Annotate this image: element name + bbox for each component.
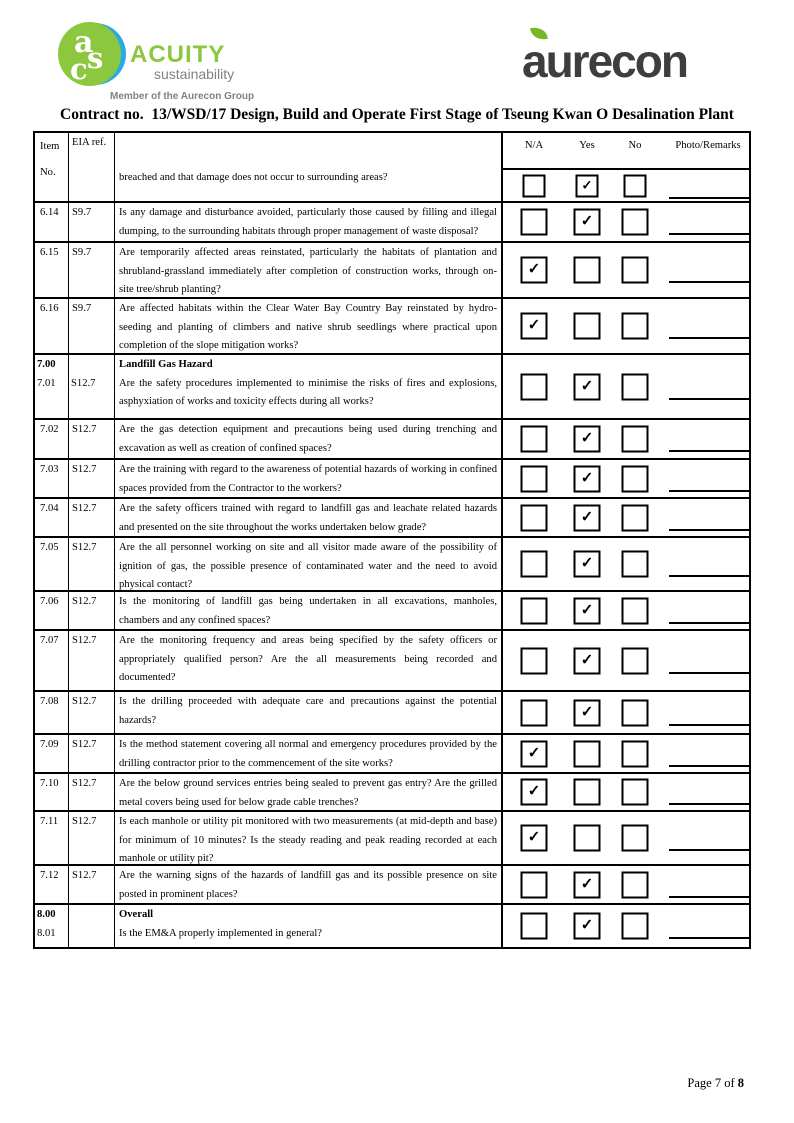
question-text: Are the training with regard to the awareness of potential hazards of working in confined spaces provided from the Contractor to the workers? — [119, 464, 497, 494]
checkbox-no[interactable] — [622, 504, 649, 531]
answer-boxes — [503, 538, 749, 590]
question-text: Is the EM&A properly implemented in general? — [119, 927, 322, 939]
answer-boxes — [503, 631, 749, 690]
eia-ref-cell — [69, 735, 115, 772]
yes-column-label: Yes — [579, 140, 595, 151]
checkbox-yes[interactable]: ✓ — [574, 373, 601, 400]
checkbox-no[interactable] — [622, 426, 649, 453]
eia-ref-cell — [69, 355, 115, 418]
remarks-line — [669, 765, 749, 767]
acuity-circle-mark — [58, 22, 128, 88]
question-cell — [115, 299, 503, 353]
answer-column-labels — [503, 133, 749, 170]
checkbox-na[interactable] — [521, 373, 548, 400]
answer-cell — [503, 692, 749, 733]
eia-ref: S9.7 — [72, 247, 92, 258]
checkbox-na[interactable]: ✓ — [521, 825, 548, 852]
item-header-line2: No. — [40, 167, 56, 178]
item-number: 7.06 — [40, 596, 59, 607]
checkbox-yes[interactable] — [574, 779, 601, 806]
answer-boxes — [503, 735, 749, 772]
eia-ref-cell — [69, 905, 115, 947]
item-no-cell — [35, 774, 69, 810]
checkbox-na[interactable] — [521, 426, 548, 453]
item-no-cell — [35, 812, 69, 864]
continuation-question-text: breached and that damage does not occur to surrounding areas? — [119, 172, 388, 183]
item-number: 7.02 — [40, 424, 59, 435]
remarks-line — [669, 197, 749, 199]
checkbox-no[interactable] — [622, 740, 649, 767]
eia-ref-cell — [69, 866, 115, 903]
table-row — [35, 201, 749, 241]
table-row — [35, 353, 749, 418]
answer-cell — [503, 905, 749, 947]
na-column-label: N/A — [524, 140, 544, 151]
item-no-cell — [35, 631, 69, 690]
checkbox-no[interactable] — [622, 313, 649, 340]
answer-boxes — [503, 812, 749, 864]
aurecon-wordmark: aurecon — [522, 35, 687, 87]
question-text: Are the all personnel working on site and all visitor made aware of the possibility of ignition of gas, the possible presence of contaminated water and the need to avoid physical contact? — [119, 542, 497, 590]
question-cell — [115, 812, 503, 864]
checkbox-no[interactable] — [622, 779, 649, 806]
item-no-cell — [35, 499, 69, 536]
acuity-member-line: Member of the Aurecon Group — [110, 91, 255, 102]
page-number-prefix: Page 7 of — [687, 1076, 738, 1090]
question-cell — [115, 538, 503, 590]
checkbox-yes[interactable] — [574, 825, 601, 852]
answer-boxes — [503, 420, 749, 458]
table-row — [35, 241, 749, 297]
remarks-line — [669, 575, 749, 577]
question-text: Are the gas detection equipment and precautions being used during trenching and excavation as well as creation of confined spaces? — [119, 424, 497, 454]
answer-cell — [503, 203, 749, 241]
eia-ref-cell — [69, 243, 115, 297]
answer-boxes — [503, 460, 749, 497]
eia-ref-cell — [69, 692, 115, 733]
continuation-question-cell — [115, 133, 503, 201]
acuity-logo — [58, 17, 288, 107]
checkbox-yes[interactable] — [574, 313, 601, 340]
question-text: Are the safety procedures implemented to minimise the risks of fires and explosions, asphyxiation of works and toxicity effects during all works? — [119, 377, 497, 407]
eia-ref: S9.7 — [72, 207, 92, 218]
checkbox-na[interactable]: ✓ — [521, 779, 548, 806]
table-row — [35, 590, 749, 629]
item-no-cell — [35, 420, 69, 458]
remarks-line — [669, 281, 749, 283]
answer-cell — [503, 866, 749, 903]
item-header-line1: Item — [40, 141, 60, 152]
eia-ref: S12.7 — [72, 503, 97, 514]
item-no-header-cell — [35, 133, 69, 201]
checkbox-yes[interactable] — [574, 257, 601, 284]
eia-ref — [71, 356, 113, 375]
checkbox-na[interactable]: ✓ — [521, 313, 548, 340]
checkbox-yes[interactable] — [574, 740, 601, 767]
question-text: Are the below ground services entries being sealed to prevent gas entry? Are the grilled metal covers being used for below grade cable trenches? — [119, 778, 497, 808]
item-number: 7.09 — [40, 739, 59, 750]
question-cell — [115, 905, 503, 947]
checkbox-na[interactable] — [521, 504, 548, 531]
checkbox-yes[interactable]: ✓ — [576, 174, 599, 197]
checkbox-na[interactable] — [521, 913, 548, 940]
answer-boxes — [503, 774, 749, 810]
eia-ref: S12.7 — [72, 739, 97, 750]
question-text: Are temporarily affected areas reinstated, particularly the habitats of plantation and shrubland-grassland immediately after completion of construction works, through on-site tree/shrub planting? — [119, 247, 497, 295]
question-cell — [115, 774, 503, 810]
item-number: 7.00 — [37, 359, 56, 370]
document-title: Contract no. 13/WSD/17 Design, Build and Operate First Stage of Tseung Kwan O Desalination Plant — [60, 106, 734, 123]
question-text: Are the safety officers trained with regard to landfill gas and leachate related hazards and presented on the site throughout the works undertaken below grade? — [119, 503, 497, 533]
eia-ref-cell — [69, 203, 115, 241]
item-number: 6.15 — [40, 247, 59, 258]
checkbox-yes[interactable]: ✓ — [574, 426, 601, 453]
question-text: Is the method statement covering all normal and emergency procedures provided by the drilling contractor prior to the commencement of the site works? — [119, 739, 497, 769]
question-text: Are the warning signs of the hazards of landfill gas and its possible presence on site posted in prominent places? — [119, 870, 497, 900]
acuity-monogram-s: s — [87, 41, 104, 75]
acuity-monogram-c: c — [70, 52, 88, 86]
question-cell — [115, 735, 503, 772]
remarks-line — [669, 233, 749, 235]
answer-boxes — [503, 905, 749, 947]
remarks-line — [669, 803, 749, 805]
acuity-wordmark: ACUITY — [130, 41, 226, 68]
item-no-cell — [35, 905, 69, 947]
checkbox-yes[interactable]: ✓ — [574, 699, 601, 726]
remarks-line — [669, 672, 749, 674]
checkbox-no[interactable] — [622, 373, 649, 400]
eia-ref: S12.7 — [72, 816, 97, 827]
checkbox-na[interactable] — [521, 597, 548, 624]
checkbox-na[interactable] — [521, 209, 548, 236]
table-row — [35, 497, 749, 536]
answer-boxes — [503, 243, 749, 297]
eia-ref-cell — [69, 592, 115, 629]
eia-ref: S12.7 — [72, 870, 97, 881]
item-no-cell — [35, 299, 69, 353]
remarks-line — [669, 896, 749, 898]
question-text: Is each manhole or utility pit monitored with two measurements (at mid-depth and base) for minimum of 10 minutes? Is the steady reading and peak reading recorded at each manhole or utility pit? — [119, 816, 497, 864]
item-number-2: 8.01 — [37, 927, 56, 939]
checkbox-no[interactable] — [624, 174, 647, 197]
table-row — [35, 733, 749, 772]
eia-ref-2: S12.7 — [71, 377, 96, 389]
item-no-cell — [35, 538, 69, 590]
checkbox-na[interactable]: ✓ — [521, 257, 548, 284]
answer-boxes — [503, 692, 749, 733]
eia-ref: S12.7 — [72, 778, 97, 789]
answer-cell — [503, 735, 749, 772]
question-text: Is any damage and disturbance avoided, particularly those caused by filling and illegal dumping, to the surrounding habitats through proper management of waste disposal? — [119, 207, 497, 237]
answer-cell — [503, 460, 749, 497]
table-row — [35, 629, 749, 690]
table-row — [35, 458, 749, 497]
item-no-cell — [35, 735, 69, 772]
answer-boxes — [503, 866, 749, 903]
answer-boxes — [503, 203, 749, 241]
table-row — [35, 418, 749, 458]
checkbox-yes[interactable]: ✓ — [574, 209, 601, 236]
eia-ref-header-cell — [69, 133, 115, 201]
question-cell — [115, 592, 503, 629]
item-number: 7.04 — [40, 503, 59, 514]
question-cell — [115, 203, 503, 241]
eia-ref: S12.7 — [72, 464, 97, 475]
answer-boxes — [503, 499, 749, 536]
question-cell — [115, 460, 503, 497]
eia-ref-cell — [69, 460, 115, 497]
checkbox-na[interactable] — [521, 551, 548, 578]
eia-ref-cell — [69, 538, 115, 590]
continuation-answer-boxes — [503, 170, 749, 201]
item-number: 6.14 — [40, 207, 59, 218]
remarks-line — [669, 622, 749, 624]
item-number-2: 7.01 — [37, 377, 56, 389]
answer-boxes — [503, 592, 749, 629]
question-cell — [115, 243, 503, 297]
answer-cell — [503, 499, 749, 536]
acuity-monogram-a: a — [74, 25, 94, 60]
acuity-subtitle: sustainability — [154, 66, 235, 82]
photo-remarks-column-label: Photo/Remarks — [675, 140, 741, 151]
remarks-line — [669, 490, 749, 492]
item-number: 8.00 — [37, 909, 56, 920]
table-row — [35, 690, 749, 733]
item-no-cell — [35, 355, 69, 418]
item-number: 7.11 — [40, 816, 59, 827]
question-cell — [115, 692, 503, 733]
question-text: Are affected habitats within the Clear Water Bay Country Bay reinstated by hydro-seeding and planting of climbers and native shrub seedlings where practical upon completion of the slope mitigation works? — [119, 303, 497, 351]
remarks-line — [669, 849, 749, 851]
item-number: 7.03 — [40, 464, 59, 475]
no-column-label: No — [628, 140, 642, 151]
checkbox-no[interactable] — [622, 257, 649, 284]
question-text: Is the monitoring of landfill gas being undertaken in all excavations, manholes, chambers and any confined spaces? — [119, 596, 497, 626]
table-header-and-continuation-row — [35, 133, 749, 201]
answer-boxes — [503, 299, 749, 353]
remarks-line — [669, 937, 749, 939]
checkbox-no[interactable] — [622, 825, 649, 852]
table-row — [35, 864, 749, 903]
answer-cell — [503, 538, 749, 590]
item-number: 7.08 — [40, 696, 59, 707]
eia-ref: S12.7 — [72, 424, 97, 435]
remarks-line — [669, 337, 749, 339]
checkbox-na[interactable] — [521, 465, 548, 492]
checkbox-no[interactable] — [622, 871, 649, 898]
question-cell — [115, 355, 503, 418]
eia-ref: S12.7 — [72, 696, 97, 707]
checkbox-no[interactable] — [622, 913, 649, 940]
page-number-total: 8 — [737, 1076, 744, 1090]
remarks-line — [669, 724, 749, 726]
checkbox-yes[interactable]: ✓ — [574, 647, 601, 674]
eia-ref-cell — [69, 774, 115, 810]
eia-ref-cell — [69, 812, 115, 864]
answer-cell — [503, 774, 749, 810]
remarks-line — [669, 398, 749, 400]
checkbox-na[interactable]: ✓ — [521, 740, 548, 767]
checkbox-yes[interactable]: ✓ — [574, 871, 601, 898]
checkbox-no[interactable] — [622, 699, 649, 726]
answer-header-cell — [503, 133, 749, 201]
page-number — [687, 1076, 744, 1091]
checkbox-yes[interactable]: ✓ — [574, 504, 601, 531]
answer-cell — [503, 299, 749, 353]
checkbox-no[interactable] — [622, 551, 649, 578]
item-no-cell — [35, 592, 69, 629]
answer-cell — [503, 243, 749, 297]
item-number: 7.12 — [40, 870, 59, 881]
remarks-line — [669, 529, 749, 531]
checkbox-yes[interactable]: ✓ — [574, 551, 601, 578]
question-cell — [115, 499, 503, 536]
checkbox-no[interactable] — [622, 597, 649, 624]
eia-ref: S12.7 — [72, 542, 97, 553]
checkbox-na[interactable] — [523, 174, 546, 197]
item-no-cell — [35, 866, 69, 903]
question-cell — [115, 866, 503, 903]
eia-ref-cell — [69, 499, 115, 536]
eia-ref-cell — [69, 299, 115, 353]
answer-cell — [503, 631, 749, 690]
remarks-line — [669, 450, 749, 452]
checkbox-no[interactable] — [622, 647, 649, 674]
eia-ref: S9.7 — [72, 303, 92, 314]
item-number: 7.05 — [40, 542, 59, 553]
checkbox-na[interactable] — [521, 871, 548, 898]
item-no-cell — [35, 243, 69, 297]
checkbox-na[interactable] — [521, 699, 548, 726]
item-number: 6.16 — [40, 303, 59, 314]
eia-ref: S12.7 — [72, 596, 97, 607]
eia-ref: S12.7 — [72, 635, 97, 646]
checkbox-no[interactable] — [622, 209, 649, 236]
checkbox-yes[interactable]: ✓ — [574, 913, 601, 940]
table-row — [35, 772, 749, 810]
table-row — [35, 297, 749, 353]
checklist-table — [33, 131, 751, 949]
eia-ref-cell — [69, 420, 115, 458]
answer-cell — [503, 812, 749, 864]
item-number: 7.07 — [40, 635, 59, 646]
table-row — [35, 536, 749, 590]
eia-header-label: EIA ref. — [72, 137, 107, 148]
answer-cell — [503, 355, 749, 418]
eia-ref — [71, 906, 113, 925]
item-no-cell — [35, 692, 69, 733]
section-title: Overall — [119, 909, 154, 920]
checkbox-na[interactable] — [521, 647, 548, 674]
item-no-cell — [35, 203, 69, 241]
checkbox-yes[interactable]: ✓ — [574, 465, 601, 492]
answer-cell — [503, 420, 749, 458]
item-no-cell — [35, 460, 69, 497]
answer-boxes — [503, 355, 749, 418]
table-row — [35, 903, 749, 947]
section-title: Landfill Gas Hazard — [119, 359, 213, 370]
checkbox-yes[interactable]: ✓ — [574, 597, 601, 624]
item-number: 7.10 — [40, 778, 59, 789]
checkbox-no[interactable] — [622, 465, 649, 492]
question-cell — [115, 631, 503, 690]
table-row — [35, 810, 749, 864]
eia-ref-cell — [69, 631, 115, 690]
aurecon-logo — [522, 26, 752, 92]
question-text: Is the drilling proceeded with adequate care and precautions against the potential hazards? — [119, 696, 497, 726]
question-cell — [115, 420, 503, 458]
question-text: Are the monitoring frequency and areas being specified by the safety officers or appropriately qualified person? Are the all measurements being recorded and documented? — [119, 635, 497, 683]
answer-cell — [503, 592, 749, 629]
